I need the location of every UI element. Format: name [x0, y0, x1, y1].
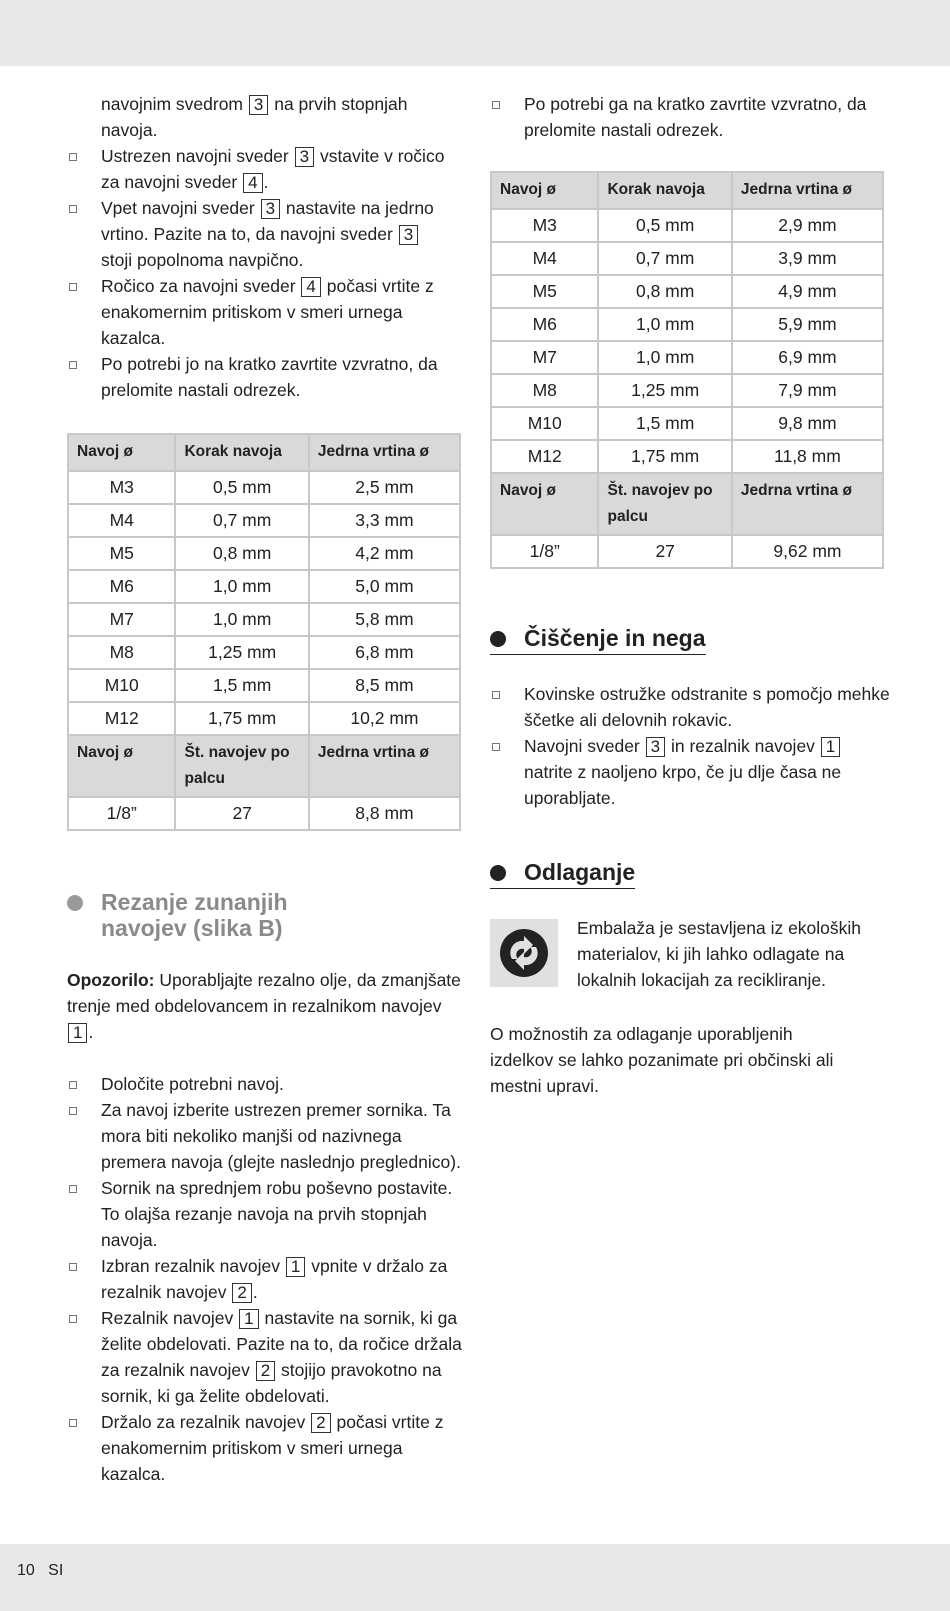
checkbox-icon — [492, 691, 500, 699]
table-row: 1/8” 27 9,62 mm — [491, 535, 883, 568]
table-row: M10 1,5 mm 9,8 mm — [491, 407, 883, 440]
table-row: M4 0,7 mm 3,3 mm — [68, 504, 460, 537]
step-item-6: Držalo za rezalnik navojev 2 počasi vrtite z enakomernim pritiskom v smeri urnega kazalca. — [67, 1409, 462, 1487]
right-intro-item: Po potrebi ga na kratko zavrtite vzvratno, da prelomite nastali odrezek. — [490, 91, 894, 143]
ref-badge: 1 — [68, 1023, 87, 1043]
top-bar — [0, 0, 950, 66]
table-row: M6 1,0 mm 5,9 mm — [491, 308, 883, 341]
intro-item-3: Vpet navojni sveder 3 nastavite na jedrno vrtino. Pazite na to, da navojni sveder 3 stoji popolnoma navpično. — [67, 195, 462, 273]
checkbox-icon — [69, 1315, 77, 1323]
intro-item-1: navojnim svedrom 3 na prvih stopnjah navoja. — [101, 94, 408, 140]
ref-badge: 4 — [301, 277, 320, 297]
disposal-text: Embalaža je sestavljena iz ekoloških materialov, ki jih lahko odlagate na lokalnih lokacijah za recikliranje. — [577, 918, 862, 990]
checkbox-icon — [69, 361, 77, 369]
checkbox-icon — [492, 743, 500, 751]
table-row: M12 1,75 mm 11,8 mm — [491, 440, 883, 473]
checkbox-icon — [69, 1419, 77, 1427]
table-row: M8 1,25 mm 6,8 mm — [68, 636, 460, 669]
section-title-cleaning: Čiščenje in nega — [490, 625, 706, 655]
ref-badge: 2 — [256, 1361, 275, 1381]
checkbox-icon — [492, 101, 500, 109]
step-item-4: Izbran rezalnik navojev 1 vpnite v držalo za rezalnik navojev 2 . — [67, 1253, 462, 1305]
ref-badge: 3 — [295, 147, 314, 167]
table-header-2: Navoj ø Št. navojev po palcu Jedrna vrtina ø — [491, 473, 883, 535]
ref-badge: 3 — [249, 95, 268, 115]
table-row: M5 0,8 mm 4,9 mm — [491, 275, 883, 308]
ref-badge: 2 — [311, 1413, 330, 1433]
cleaning-item-1: Kovinske ostružke odstranite s pomočjo mehke ščetke ali delovnih rokavic. — [490, 681, 890, 733]
ref-badge: 2 — [232, 1283, 251, 1303]
right-column — [490, 91, 890, 1099]
table-row: M3 0,5 mm 2,5 mm — [68, 471, 460, 504]
table-row: M6 1,0 mm 5,0 mm — [68, 570, 460, 603]
table-row: M8 1,25 mm 7,9 mm — [491, 374, 883, 407]
intro-item-2: Ustrezen navojni sveder 3 vstavite v ročico za navojni sveder 4 . — [67, 143, 462, 195]
ref-badge: 3 — [261, 199, 280, 219]
section-title-disposal: Odlaganje — [490, 859, 635, 889]
ref-badge: 1 — [286, 1257, 305, 1277]
ref-badge: 3 — [399, 225, 418, 245]
checkbox-icon — [69, 153, 77, 161]
intro-item-5: Po potrebi jo na kratko zavrtite vzvratno, da prelomite nastali odrezek. — [67, 351, 462, 403]
ref-badge: 4 — [243, 173, 262, 193]
step-item-1: Določite potrebni navoj. — [67, 1071, 462, 1097]
table-header: Navoj ø Korak navoja Jedrna vrtina ø — [491, 172, 883, 209]
bullet-dot-icon — [490, 865, 506, 881]
bottom-bar — [0, 1544, 950, 1611]
thread-table-right — [490, 171, 884, 569]
ref-badge: 3 — [646, 737, 665, 757]
table-row: M3 0,5 mm 2,9 mm — [491, 209, 883, 242]
table-row: M5 0,8 mm 4,2 mm — [68, 537, 460, 570]
table-row: 1/8” 27 8,8 mm — [68, 797, 460, 830]
bullet-dot-icon — [67, 895, 83, 911]
intro-item-4: Ročico za navojni sveder 4 počasi vrtite z enakomernim pritiskom v smeri urnega kazalca. — [67, 273, 462, 351]
table-row: M12 1,75 mm 10,2 mm — [68, 702, 460, 735]
step-item-2: Za navoj izberite ustrezen premer sornika. Ta mora biti nekoliko manjši od nazivnega premera navoja (glejte naslednjo preglednico). — [67, 1097, 462, 1175]
table-row: M7 1,0 mm 6,9 mm — [491, 341, 883, 374]
cleaning-item-2: Navojni sveder 3 in rezalnik navojev 1 natrite z naoljeno krpo, če ju dlje časa ne uporabljate. — [490, 733, 890, 811]
warning-paragraph: Opozorilo: Uporabljajte rezalno olje, da zmanjšate trenje med obdelovancem in rezalnikom navojev 1 . — [67, 970, 461, 1042]
step-item-5: Rezalnik navojev 1 nastavite na sornik, ki ga želite obdelovati. Pazite na to, da ročice držala za rezalnik navojev 2 stojijo pravokotno na sornik, ki ga želite obdelovati. — [67, 1305, 462, 1409]
checkbox-icon — [69, 283, 77, 291]
checkbox-icon — [69, 1185, 77, 1193]
table-header: Navoj ø Korak navoja Jedrna vrtina ø — [68, 434, 460, 471]
checkbox-icon — [69, 205, 77, 213]
bullet-dot-icon — [490, 631, 506, 647]
checkbox-icon — [69, 1107, 77, 1115]
left-column — [67, 91, 462, 1487]
ref-badge: 1 — [821, 737, 840, 757]
section-title-external-threads: Rezanje zunanjih navojev (slika B) — [67, 889, 361, 941]
disposal-text-2: O možnostih za odlaganje uporabljenih izdelkov se lahko pozanimate pri občinski ali mestni upravi. — [490, 1024, 834, 1096]
thread-table-left — [67, 433, 461, 831]
ref-badge: 1 — [239, 1309, 258, 1329]
table-header-2: Navoj ø Št. navojev po palcu Jedrna vrtina ø — [68, 735, 460, 797]
table-row: M7 1,0 mm 5,8 mm — [68, 603, 460, 636]
checkbox-icon — [69, 1263, 77, 1271]
step-item-3: Sornik na sprednjem robu poševno postavite. To olajša rezanje navoja na prvih stopnjah navoja. — [67, 1175, 462, 1253]
recycle-logo-icon — [490, 919, 558, 987]
table-row: M4 0,7 mm 3,9 mm — [491, 242, 883, 275]
checkbox-icon — [69, 1081, 77, 1089]
table-row: M10 1,5 mm 8,5 mm — [68, 669, 460, 702]
page-footer: 10 SI — [17, 1562, 64, 1579]
